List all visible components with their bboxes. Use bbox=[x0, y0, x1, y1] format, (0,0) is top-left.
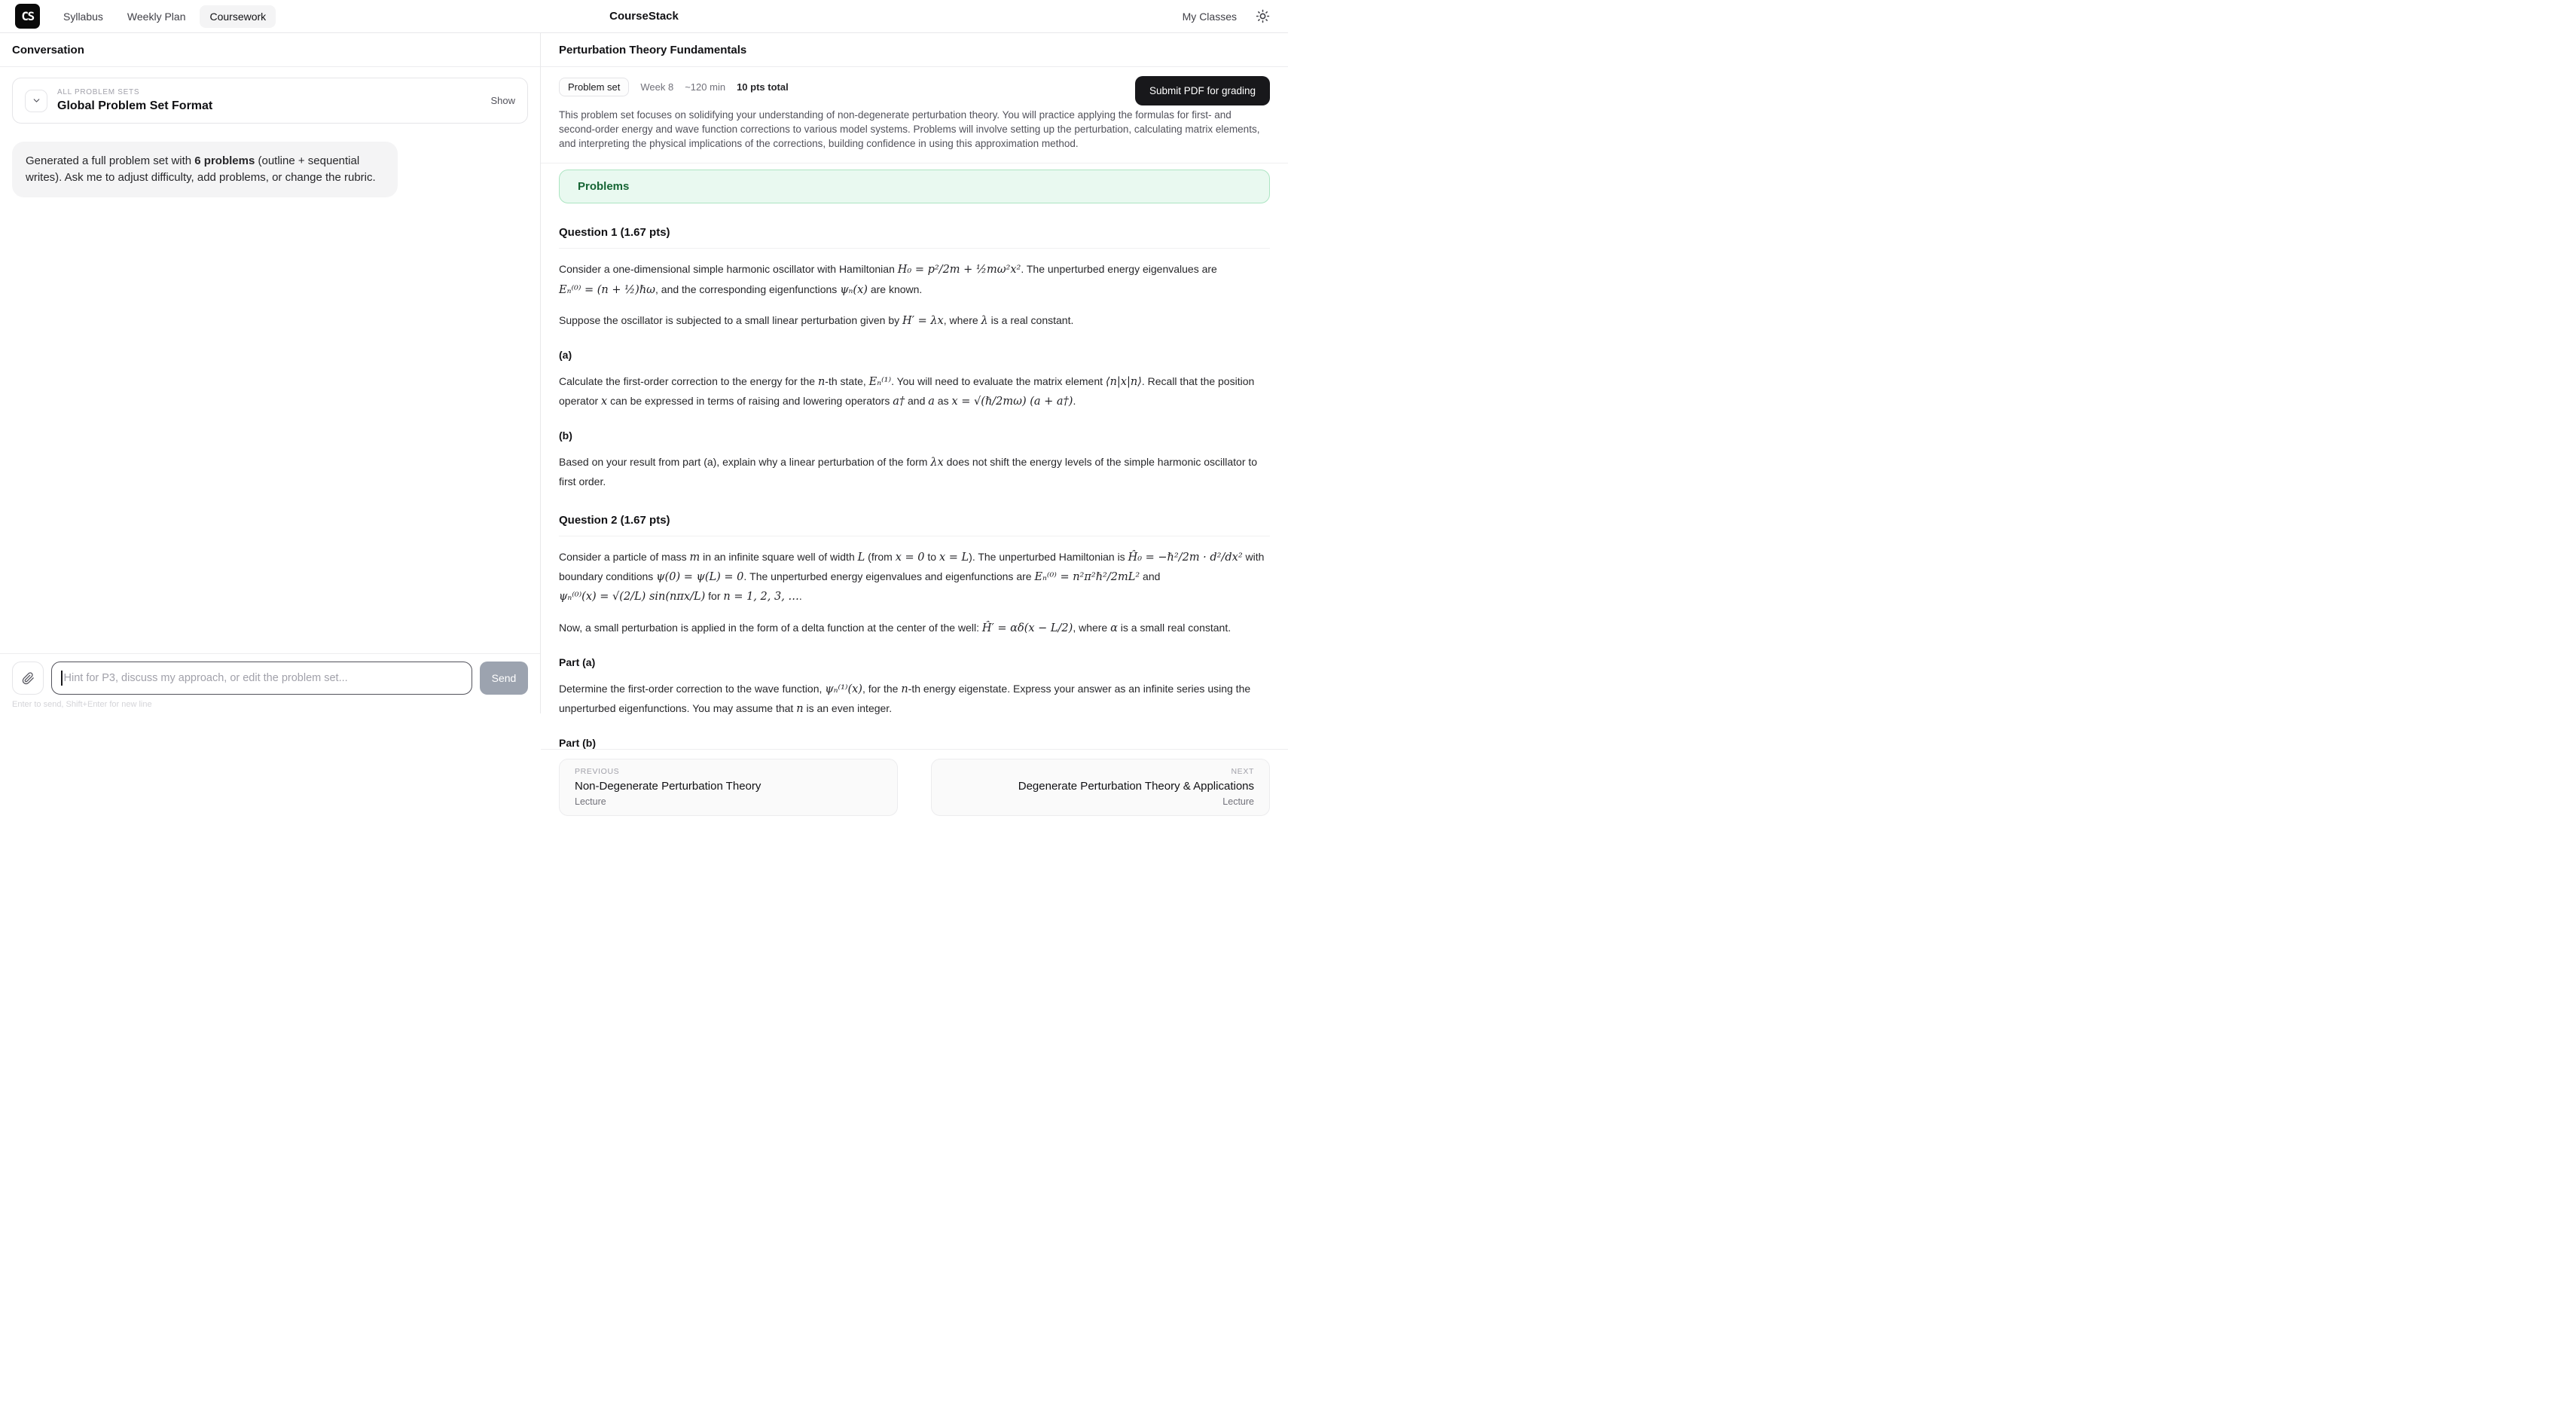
inline-math: ψₙ(x) bbox=[840, 283, 868, 296]
inline-math: m bbox=[689, 552, 700, 564]
problem-paragraph: Consider a one-dimensional simple harmonic oscillator with Hamiltonian H₀ = p²/2m + ½mω²x². The unperturbed energy eigenvalues are Eₙ⁽⁰⁾ = (n + ½)ℏω, and the corresponding eigenfunctions ψₙ(x) are known. bbox=[559, 263, 1217, 296]
problem-paragraph: Suppose the oscillator is subjected to a small linear perturbation given by H′ = λx, where λ is a real constant. bbox=[559, 313, 1074, 327]
chat-message-input[interactable] bbox=[51, 662, 472, 695]
top-navigation-bar bbox=[0, 0, 1288, 33]
inline-math: Eₙ⁽⁰⁾ = n²π²ℏ²/2mL² bbox=[1034, 571, 1140, 584]
problem-paragraph: Now, a small perturbation is applied in the form of a delta function at the center of the well: Ĥ′ = αδ(x − L/2), where α is a small real constant. bbox=[559, 621, 1232, 634]
app-logo[interactable]: CS bbox=[15, 4, 40, 29]
attach-file-button[interactable] bbox=[12, 662, 44, 695]
previous-title: Non-Degenerate Perturbation Theory bbox=[575, 779, 762, 793]
problems-section-header: Problems bbox=[559, 170, 1270, 203]
assignment-content[interactable] bbox=[541, 163, 1288, 748]
inline-math: ⟨n|x|n⟩ bbox=[1105, 375, 1142, 388]
part-heading: (a) bbox=[559, 348, 572, 361]
inline-math: Eₙ⁽¹⁾ bbox=[868, 375, 892, 388]
chat-input-placeholder: Hint for P3, discuss my approach, or edit the problem set... bbox=[63, 672, 348, 684]
type-badge: Problem set bbox=[559, 78, 629, 96]
question-heading: Question 2 (1.67 pts) bbox=[559, 514, 1270, 536]
show-link[interactable]: Show bbox=[490, 95, 515, 106]
chevron-down-icon bbox=[32, 96, 41, 105]
part-heading: (b) bbox=[559, 429, 572, 442]
previous-kind: Lecture bbox=[575, 796, 606, 807]
part-heading: Part (b) bbox=[559, 736, 596, 749]
text-caret bbox=[61, 671, 63, 686]
inline-math: n bbox=[796, 702, 804, 715]
message-bold-text: 6 problems bbox=[194, 154, 255, 167]
submit-pdf-button[interactable]: Submit PDF for grading bbox=[1135, 76, 1270, 105]
conversation-messages bbox=[0, 67, 540, 653]
assignment-panel bbox=[541, 33, 1288, 807]
inline-math: Ĥ₀ = −ℏ²/2m · d²/dx² bbox=[1128, 552, 1243, 564]
inline-math: H′ = λx bbox=[902, 314, 944, 327]
message-text: (outline + sequential writes). Ask me to adjust difficulty, add problems, or change the rubric. bbox=[26, 154, 376, 184]
inline-math: Ĥ′ = αδ(x − L/2) bbox=[981, 622, 1073, 634]
nav-tab-syllabus[interactable]: Syllabus bbox=[63, 10, 103, 23]
inline-math: L bbox=[857, 552, 865, 564]
inline-math: λ bbox=[981, 314, 988, 327]
assistant-message-bubble bbox=[12, 142, 398, 197]
sun-icon bbox=[1256, 9, 1270, 23]
problem-body bbox=[559, 226, 1270, 748]
problem-paragraph: Calculate the first-order correction to the energy for the n-th state, Eₙ⁽¹⁾. You will need to evaluate the matrix element ⟨n|x|n⟩. Recall that the position operator x can be expressed in terms of raising and lowering operators a† and a as x = √(ℏ/2mω) (a + a†). bbox=[559, 374, 1255, 408]
points-label: 10 pts total bbox=[737, 81, 789, 93]
composer-hint: Enter to send, Shift+Enter for new line bbox=[12, 700, 152, 709]
next-lesson-card[interactable] bbox=[931, 759, 1270, 816]
chat-composer bbox=[0, 653, 540, 714]
inline-math: n = 1, 2, 3, … bbox=[723, 591, 799, 603]
inline-math: x bbox=[601, 395, 608, 408]
inline-math: Eₙ⁽⁰⁾ = (n + ½)ℏω bbox=[559, 283, 656, 296]
message-text: Generated a full problem set with bbox=[26, 154, 195, 167]
problem-paragraph: Determine the first-order correction to the wave function, ψₙ⁽¹⁾(x), for the n-th energy eigenstate. Express your answer as an infinite series using the unperturbed eigenfunctions. You may assume that n is an even integer. bbox=[559, 682, 1251, 715]
next-kind: Lecture bbox=[1222, 796, 1254, 807]
expand-context-button[interactable] bbox=[25, 90, 47, 112]
problem-set-context-card[interactable] bbox=[12, 78, 528, 124]
question-heading: Question 1 (1.67 pts) bbox=[559, 226, 1270, 249]
inline-math: ψ(0) = ψ(L) = 0 bbox=[656, 571, 744, 584]
inline-math: a† bbox=[893, 395, 905, 408]
conversation-header: Conversation bbox=[0, 33, 540, 67]
problem-paragraph: Consider a particle of mass m in an infinite square well of width L (from x = 0 to x = L). The unperturbed Hamiltonian is Ĥ₀ = −ℏ²/2m · d²/dx² with boundary conditions ψ(0) = ψ(L) = 0. The unperturbed energy eigenvalues and eigenfunctions are Eₙ⁽⁰⁾ = n²π²ℏ²/2mL² and ψₙ⁽⁰⁾(x) = √(2/L) sin(nπx/L) for n = 1, 2, 3, …. bbox=[559, 551, 1265, 603]
inline-math: α bbox=[1110, 622, 1118, 634]
inline-math: λx bbox=[930, 456, 944, 469]
inline-math: x = √(ℏ/2mω) (a + a†) bbox=[951, 395, 1073, 408]
assignment-title: Perturbation Theory Fundamentals bbox=[541, 33, 1288, 67]
app-title: CourseStack bbox=[609, 10, 679, 23]
inline-math: n bbox=[817, 375, 826, 388]
primary-nav bbox=[53, 5, 276, 28]
assignment-header bbox=[541, 67, 1288, 163]
inline-math: n bbox=[901, 683, 908, 695]
next-title: Degenerate Perturbation Theory & Applications bbox=[1018, 779, 1254, 793]
my-classes-link[interactable]: My Classes bbox=[1182, 10, 1237, 23]
next-label: NEXT bbox=[1231, 766, 1254, 776]
assignment-footer-nav bbox=[541, 749, 1288, 825]
part-heading: Part (a) bbox=[559, 655, 596, 668]
duration-label: ~120 min bbox=[685, 81, 726, 93]
previous-lesson-card[interactable] bbox=[559, 759, 898, 816]
previous-label: PREVIOUS bbox=[575, 766, 620, 776]
inline-math: x = L bbox=[939, 552, 969, 564]
problem-paragraph: Based on your result from part (a), explain why a linear perturbation of the form λx does not shift the energy levels of the simple harmonic oscillator to first order. bbox=[559, 455, 1258, 488]
inline-math: x = 0 bbox=[895, 552, 925, 564]
nav-tab-coursework[interactable]: Coursework bbox=[200, 5, 276, 28]
send-button[interactable]: Send bbox=[480, 662, 528, 695]
context-card-title: Global Problem Set Format bbox=[57, 99, 213, 112]
inline-math: H₀ = p²/2m + ½mω²x² bbox=[897, 264, 1021, 277]
theme-toggle-button[interactable] bbox=[1252, 6, 1273, 27]
conversation-panel bbox=[0, 33, 541, 714]
inline-math: ψₙ⁽¹⁾(x) bbox=[825, 683, 862, 695]
week-label: Week 8 bbox=[640, 81, 674, 93]
nav-tab-weekly-plan[interactable]: Weekly Plan bbox=[127, 10, 186, 23]
inline-math: a bbox=[928, 395, 935, 408]
inline-math: ψₙ⁽⁰⁾(x) = √(2/L) sin(nπx/L) bbox=[559, 591, 706, 603]
assignment-description: This problem set focuses on solidifying your understanding of non-degenerate perturbation theory. You will practice applying the formulas for first- and second-order energy and wave function corrections to various model systems. Problems will involve setting up the perturbation, calculating matrix elements, and interpreting the physical implications of the corrections, building confidence in using this approximation method. bbox=[559, 109, 1260, 150]
context-card-eyebrow: ALL PROBLEM SETS bbox=[57, 88, 140, 96]
paperclip-icon bbox=[22, 672, 35, 685]
